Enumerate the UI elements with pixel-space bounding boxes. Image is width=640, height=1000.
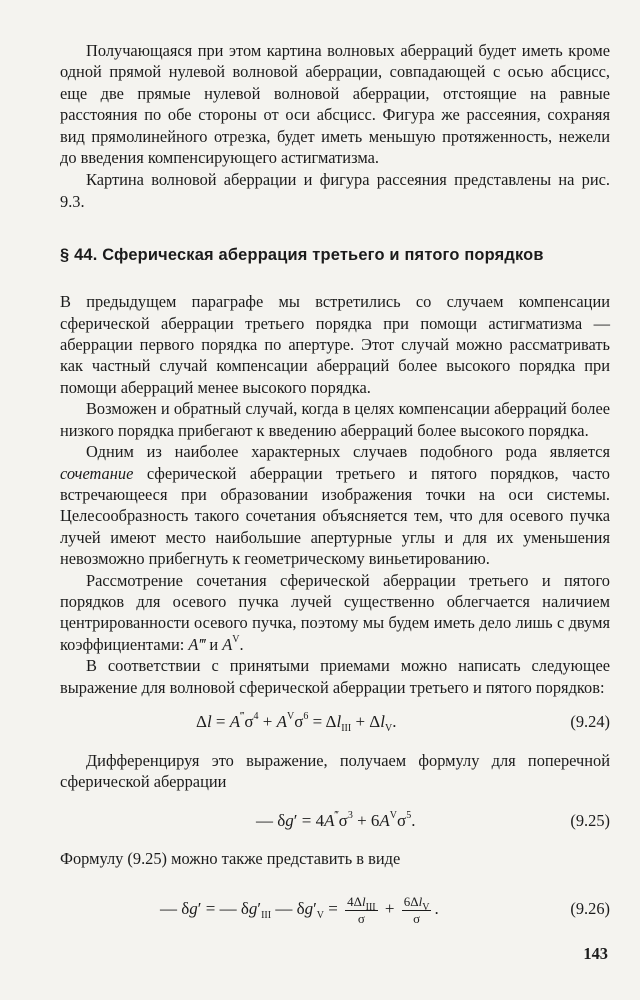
text-run: и bbox=[205, 634, 223, 654]
paragraph bbox=[60, 441, 610, 569]
paragraph: Дифференцируя это выражение, получаем формулу для поперечной сферической аберрации bbox=[60, 750, 610, 792]
text-run: Рассмотрение сочетания сферической аберрации третьего и пятого порядков для осевого пучка лучей существенно облегчается наличием центрированности осевого пучка, поэтому мы будем иметь дело лишь с двумя коэффициентами: bbox=[60, 570, 610, 654]
coefficient-a5-index: V bbox=[232, 633, 240, 645]
equation-9-25 bbox=[60, 806, 610, 836]
text-run: сферической аберрации третьего и пятого порядков, часто встречающееся при образовании изображения точки на оси системы. Целесообразность такого сочетания объясняется тем, что для осевого пучка лучей имеют место наибольшие апертурные углы и для их уменьшения невозможно прибегнуть к геометрическому виньетированию. bbox=[60, 463, 610, 569]
paragraph: Картина волновой аберрации и фигура рассеяния представлены на рис. 9.3. bbox=[60, 170, 610, 211]
coefficient-a5: A bbox=[222, 634, 233, 654]
paragraph: Возможен и обратный случай, когда в целях компенсации аберраций более низкого порядка прибегают к введению аберраций более высокого порядка. bbox=[60, 399, 610, 440]
paragraph: В соответствии с принятыми приемами можно написать следующее выражение для волновой сферической аберрации третьего и пятого порядков: bbox=[60, 656, 610, 697]
equation-expression: $\Delta l = A^‴\sigma^4 + A^V\sigma^6 = \Delta l_{III} + \Delta l_V$. bbox=[196, 710, 397, 734]
equation-expression: — δg′ = — $\delta g'_{III}$ — $\delta g'_V$ = $\frac{4\Delta l_{III}}{\sigma}$ + $\frac{6\Delta l_V}{\sigma}$ . bbox=[160, 893, 439, 926]
text-run: Одним из наиболее характерных случаев подобного рода является bbox=[86, 442, 610, 462]
section-heading: § 44. Сферическая аберрация третьего и пятого порядков bbox=[60, 246, 544, 265]
coefficient-a3: A‴ bbox=[188, 634, 206, 654]
equation-9-24 bbox=[60, 707, 610, 737]
equation-expression: — $\delta g' = 4A^‴\sigma^3 + 6A^V\sigma^5$. bbox=[256, 809, 416, 830]
equation-9-26 bbox=[60, 889, 610, 929]
paragraph bbox=[60, 570, 610, 656]
equation-number: (9.24) bbox=[570, 711, 610, 731]
text-run: . bbox=[239, 634, 244, 654]
paragraph: Формулу (9.25) можно также представить в виде bbox=[60, 848, 401, 868]
paragraph: В предыдущем параграфе мы встретились со случаем компенсации сферической аберрации третьего порядка при помощи астигматизма — аберрации первого порядка по апертуре. Этот случай можно рассматривать как частный случай компенсации аберраций более высокого порядка при помощи аберраций менее высокого порядка. bbox=[60, 292, 610, 397]
emphasized-term: сочетание bbox=[60, 463, 134, 483]
paragraph: Получающаяся при этом картина волновых аберраций будет иметь кроме одной прямой нулевой волновой аберрации, совпадающей с осью абсцисс, еще две прямые нулевой волновой аберрации, отстоящие на равные расстояния по обе стороны от оси абсцисс. Фигура же рассеяния, сохраняя вид прямолинейного отрезка, будет иметь меньшую протяженность, нежели до введения компенсирующего астигматизма. bbox=[60, 41, 610, 168]
equation-number: (9.26) bbox=[570, 899, 610, 919]
equation-number: (9.25) bbox=[570, 810, 610, 830]
page-number: 143 bbox=[583, 944, 608, 963]
